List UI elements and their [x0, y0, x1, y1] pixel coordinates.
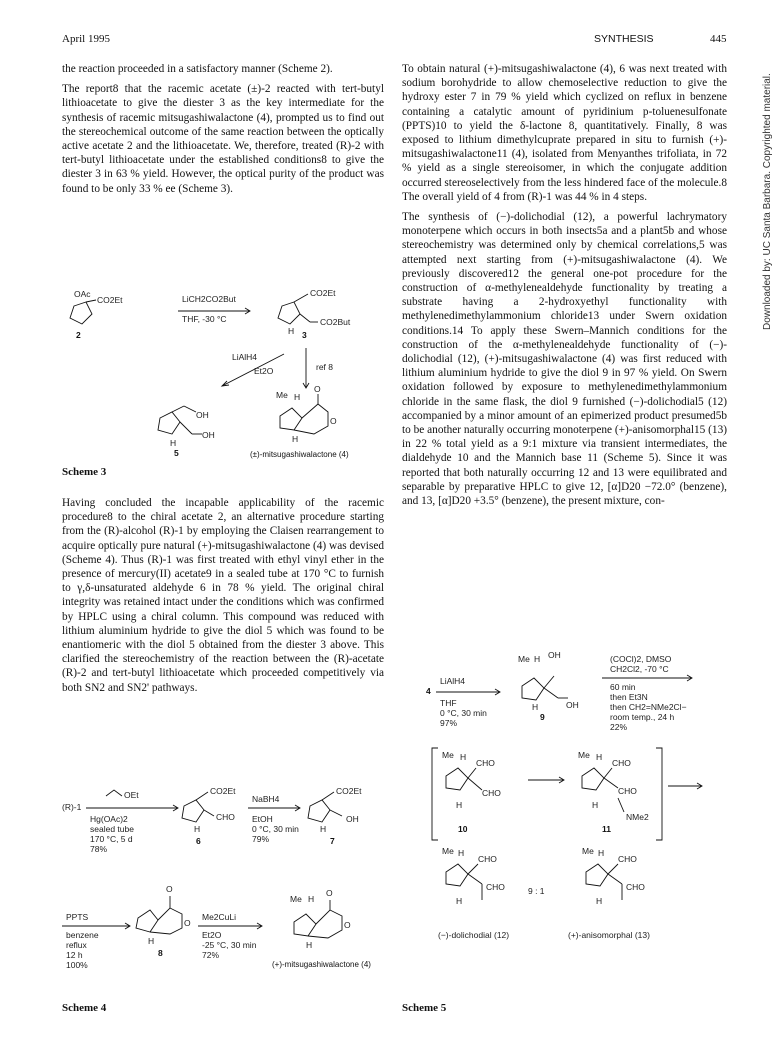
svg-text:LiAlH4: LiAlH4 — [440, 676, 466, 686]
cyclopentene-2 — [70, 302, 92, 324]
svg-text:CO2Et: CO2Et — [336, 786, 362, 796]
svg-text:H: H — [596, 752, 603, 762]
svg-text:H: H — [532, 702, 539, 712]
svg-text:H: H — [598, 848, 605, 858]
scheme-4-caption: Scheme 4 — [62, 1002, 107, 1014]
svg-text:CHO: CHO — [486, 882, 505, 892]
svg-text:OH: OH — [548, 650, 561, 660]
svg-text:Me: Me — [290, 894, 302, 904]
cond-thf: THF, -30 °C — [182, 314, 227, 324]
ethyl-vinyl-ether — [106, 790, 122, 796]
svg-text:ref 8: ref 8 — [316, 362, 334, 372]
svg-text:H: H — [148, 936, 155, 946]
svg-text:Me: Me — [442, 846, 454, 856]
anisomorphal-13 — [586, 864, 608, 886]
svg-text:O: O — [344, 920, 351, 930]
svg-text:0 °C, 30 min: 0 °C, 30 min — [252, 824, 299, 834]
svg-text:100%: 100% — [66, 960, 88, 970]
scheme-5-caption: Scheme 5 — [402, 1002, 447, 1014]
svg-text:CO2But: CO2But — [320, 317, 351, 327]
left-column-bottom — [62, 496, 384, 701]
svg-text:OEt: OEt — [124, 790, 139, 800]
svg-text:Et2O: Et2O — [254, 366, 274, 376]
intermediate-bracket-left — [432, 748, 438, 840]
svg-text:THF: THF — [440, 698, 457, 708]
svg-text:Hg(OAc)2: Hg(OAc)2 — [90, 814, 128, 824]
cyclopentene-3 — [278, 302, 300, 324]
compound-3-label: 3 — [302, 330, 307, 340]
mitsugashiwalactone-4 — [294, 914, 316, 936]
svg-text:Et2O: Et2O — [202, 930, 222, 940]
svg-text:CHO: CHO — [626, 882, 645, 892]
svg-text:Me: Me — [582, 846, 594, 856]
svg-text:OH: OH — [566, 700, 579, 710]
header-journal: SYNTHESIS — [594, 33, 654, 45]
svg-text:O: O — [330, 416, 337, 426]
svg-text:O: O — [184, 918, 191, 928]
hydroxy-ester-7 — [308, 800, 330, 822]
dialdehyde-10 — [446, 768, 468, 790]
compound-2-label: 2 — [76, 330, 81, 340]
svg-text:EtOH: EtOH — [252, 814, 273, 824]
svg-text:O: O — [166, 884, 173, 894]
svg-text:H: H — [320, 824, 327, 834]
svg-text:12 h: 12 h — [66, 950, 83, 960]
svg-text:OH: OH — [346, 814, 359, 824]
header-page-number: 445 — [710, 33, 727, 45]
svg-text:0 °C, 30 min: 0 °C, 30 min — [440, 708, 487, 718]
svg-text:CHO: CHO — [478, 854, 497, 864]
svg-text:H: H — [294, 392, 301, 402]
svg-text:CHO: CHO — [482, 788, 501, 798]
scheme-4-product: (+)-mitsugashiwalactone (4) — [272, 960, 371, 969]
aldehyde-6 — [182, 800, 204, 822]
compound-4-label: 4 — [426, 686, 431, 696]
ratio-label: 9 : 1 — [528, 886, 545, 896]
product-13-label: (+)-anisomorphal (13) — [568, 930, 650, 940]
svg-text:H: H — [456, 896, 463, 906]
svg-text:H: H — [596, 896, 603, 906]
reagent-lithioacetate: LiCH2CO2But — [182, 294, 236, 304]
label-co2et-2: CO2Et — [97, 295, 123, 305]
svg-text:Me: Me — [442, 750, 454, 760]
svg-text:H: H — [456, 800, 463, 810]
bicyclic-diol-5 — [158, 412, 180, 434]
compound-6-label: 6 — [196, 836, 201, 846]
svg-text:Me: Me — [578, 750, 590, 760]
scheme-3-caption: Scheme 3 — [62, 466, 107, 478]
svg-text:H: H — [292, 434, 299, 444]
svg-text:O: O — [314, 384, 321, 394]
svg-text:H: H — [534, 654, 541, 664]
svg-text:CO2Et: CO2Et — [310, 288, 336, 298]
diol-9 — [522, 678, 544, 700]
svg-text:CHO: CHO — [612, 758, 631, 768]
svg-text:78%: 78% — [90, 844, 108, 854]
svg-text:72%: 72% — [202, 950, 220, 960]
header-date: April 1995 — [62, 33, 110, 45]
svg-text:then Et3N: then Et3N — [610, 692, 648, 702]
svg-text:Me: Me — [276, 390, 288, 400]
mannich-base-11 — [582, 768, 604, 790]
svg-text:97%: 97% — [440, 718, 458, 728]
svg-text:(COCl)2, DMSO: (COCl)2, DMSO — [610, 654, 672, 664]
left-paragraph-1: the reaction proceeded in a satisfactory manner (Scheme 2). — [62, 63, 333, 75]
label-oac: OAc — [74, 289, 91, 299]
svg-text:60 min: 60 min — [610, 682, 636, 692]
left-column-top — [62, 62, 384, 202]
svg-text:170 °C, 5 d: 170 °C, 5 d — [90, 834, 133, 844]
compound-7-label: 7 — [330, 836, 335, 846]
svg-text:reflux: reflux — [66, 940, 87, 950]
right-paragraph-1: To obtain natural (+)-mitsugashiwalactone (4), 6 was next treated with sodium borohydride to allow chemoselective reduction to give the hydroxy ester 7 in 79 % yield which cyclized on reflux in benzene containing a catalytic amount of pyridinium p-toluenesulfonate (PPTS)10 to yield the δ-lactone 8, quantitatively. Finally, 8 was exposed to lithium dimethylcuprate prepared in situ to furnish (+)-mitsugashiwalactone11 (4), isolated from Menyanthes trifoliata, in 72 % yield as a single stereoisomer, in which the conjugate addition occurred stereoselectively from the less hindered face of the molecule.8 The overall yield of 4 from (R)-1 was 44 % in 4 steps. — [402, 63, 727, 203]
compound-5-label: 5 — [174, 448, 179, 458]
product-12-label: (−)-dolichodial (12) — [438, 930, 510, 940]
svg-text:H: H — [308, 894, 315, 904]
compound-9-label: 9 — [540, 712, 545, 722]
svg-text:H: H — [288, 326, 295, 336]
svg-text:H: H — [592, 800, 599, 810]
start-r1: (R)-1 — [62, 802, 82, 812]
svg-text:sealed tube: sealed tube — [90, 824, 134, 834]
svg-text:CH2Cl2, -70 °C: CH2Cl2, -70 °C — [610, 664, 669, 674]
svg-text:Me: Me — [518, 654, 530, 664]
svg-text:79%: 79% — [252, 834, 270, 844]
compound-10-label: 10 — [458, 824, 468, 834]
svg-text:O: O — [326, 888, 333, 898]
svg-text:benzene: benzene — [66, 930, 99, 940]
svg-text:CHO: CHO — [476, 758, 495, 768]
scheme-4-diagram — [62, 784, 392, 982]
compound-11-label: 11 — [602, 824, 611, 834]
svg-text:CHO: CHO — [618, 786, 637, 796]
download-notice: Downloaded by: UC Santa Barbara. Copyrighted material. — [762, 73, 773, 330]
svg-text:PPTS: PPTS — [66, 912, 89, 922]
svg-text:CO2Et: CO2Et — [210, 786, 236, 796]
svg-text:-25 °C, 30 min: -25 °C, 30 min — [202, 940, 257, 950]
right-paragraph-2: The synthesis of (−)-dolichodial (12), a powerful lachrymatory monoterpene which occurs in both insects5a and a plant5b and whose stereochemistry was determined only by chemical correlations,5 was attempted next starting from (+)-mitsugashiwalactone (4). We previously discovered12 the general one-pot procedure for the construction of α-methylenealdehyde functionality by treating a substrate having a 2-hydroxyethyl functionality with methylenedimethylammonium chloride13 under Swern oxidation conditions.14 To apply these Swern–Mannich conditions for the construction of the α-methylenealdehyde functionality of (−)-dolichodial (12), (+)-mitsugashiwalactone (4) was first reduced with lithium aluminium hydride to give the diol 9 in 97 % yield. On Swern oxidation followed by exposure to methylenedimethylammonium chloride in the same flask, the diol 9 furnished (−)-dolichodial5 (12) accompanied by a minor amount of an epimerized product presumed5b to be another naturally occurring monoterpene (+)-anisomorphal15 (13) in 22 % total yield as a 9:1 mixture via transient intermediates, the dialdehyde 10 and the Mannich base 11 (Scheme 5). Since it was reported that both naturally occurring 12 and 13 were equilibrated and separable by preparative HPLC to give 12, [α]D20 −72.0° (benzene), and 13, [α]D20 +3.5° (benzene), the present mixture, con- — [402, 211, 727, 508]
svg-text:NaBH4: NaBH4 — [252, 794, 280, 804]
svg-text:room temp., 24 h: room temp., 24 h — [610, 712, 675, 722]
right-column — [402, 62, 727, 514]
svg-text:H: H — [458, 848, 465, 858]
svg-text:H: H — [306, 940, 313, 950]
svg-text:NMe2: NMe2 — [626, 812, 649, 822]
svg-text:H: H — [460, 752, 467, 762]
dolichodial-12 — [446, 864, 468, 886]
svg-text:Me2CuLi: Me2CuLi — [202, 912, 237, 922]
svg-text:CHO: CHO — [216, 812, 235, 822]
lactone-8 — [136, 910, 158, 932]
svg-text:22%: 22% — [610, 722, 628, 732]
left-paragraph-2: The report8 that the racemic acetate (±)-2 reacted with tert-butyl lithioacetate to give the diester 3 as the key intermediate for the synthesis of racemic mitsugashiwalactone (4), prompted us to find out the stereochemical outcome of the same reaction between the optically active acetate 2 and the lithioacetate. We, therefore, treated (R)-2 with tert-butyl lithioacetate under the established conditions8 to give the diester 3 in 63 % yield. However, the optical purity of the product was found to be only 33 % ee (Scheme 3). — [62, 83, 384, 195]
svg-text:then CH2=NMe2Cl−: then CH2=NMe2Cl− — [610, 702, 687, 712]
scheme-5-diagram — [402, 652, 732, 992]
intermediate-bracket-right — [656, 748, 662, 840]
scheme-3-product-4: (±)-mitsugashiwalactone (4) — [250, 450, 349, 459]
svg-text:H: H — [170, 438, 177, 448]
svg-text:CHO: CHO — [618, 854, 637, 864]
svg-text:LiAlH4: LiAlH4 — [232, 352, 258, 362]
left-paragraph-3: Having concluded the incapable applicability of the racemic procedure8 to the chiral acetate 2, an alternative procedure starting from the (R)-alcohol (R)-1 by employing the Claisen rearrangement to acquire optically pure natural (+)-mitsugashiwalactone (4) was devised (Scheme 4). Thus (R)-1 was first treated with ethyl vinyl ether in the presence of mercury(II) acetate9 in a sealed tube at 170 °C to furnish to γ,δ-unsaturated aldehyde 6 in 78 % yield. The original chiral integrity was retained intact under the conditions which was confirmed by HPLC using a chiral column. This compound was reduced with lithium aluminium hydride to give the diol 5 which was found to be enantiomeric with the diol 5 obtained from the diester 3 above. This clarified the stereochemistry of the reaction between the (R)-acetate (R)-2 and tert-butyl lithioacetate which proceeded competitively via both SN2 and SN2' pathways. — [62, 497, 384, 694]
compound-8-label: 8 — [158, 948, 163, 958]
racemic-lactone-4 — [280, 408, 302, 430]
svg-text:OH: OH — [196, 410, 209, 420]
svg-text:OH: OH — [202, 430, 215, 440]
svg-text:H: H — [194, 824, 201, 834]
